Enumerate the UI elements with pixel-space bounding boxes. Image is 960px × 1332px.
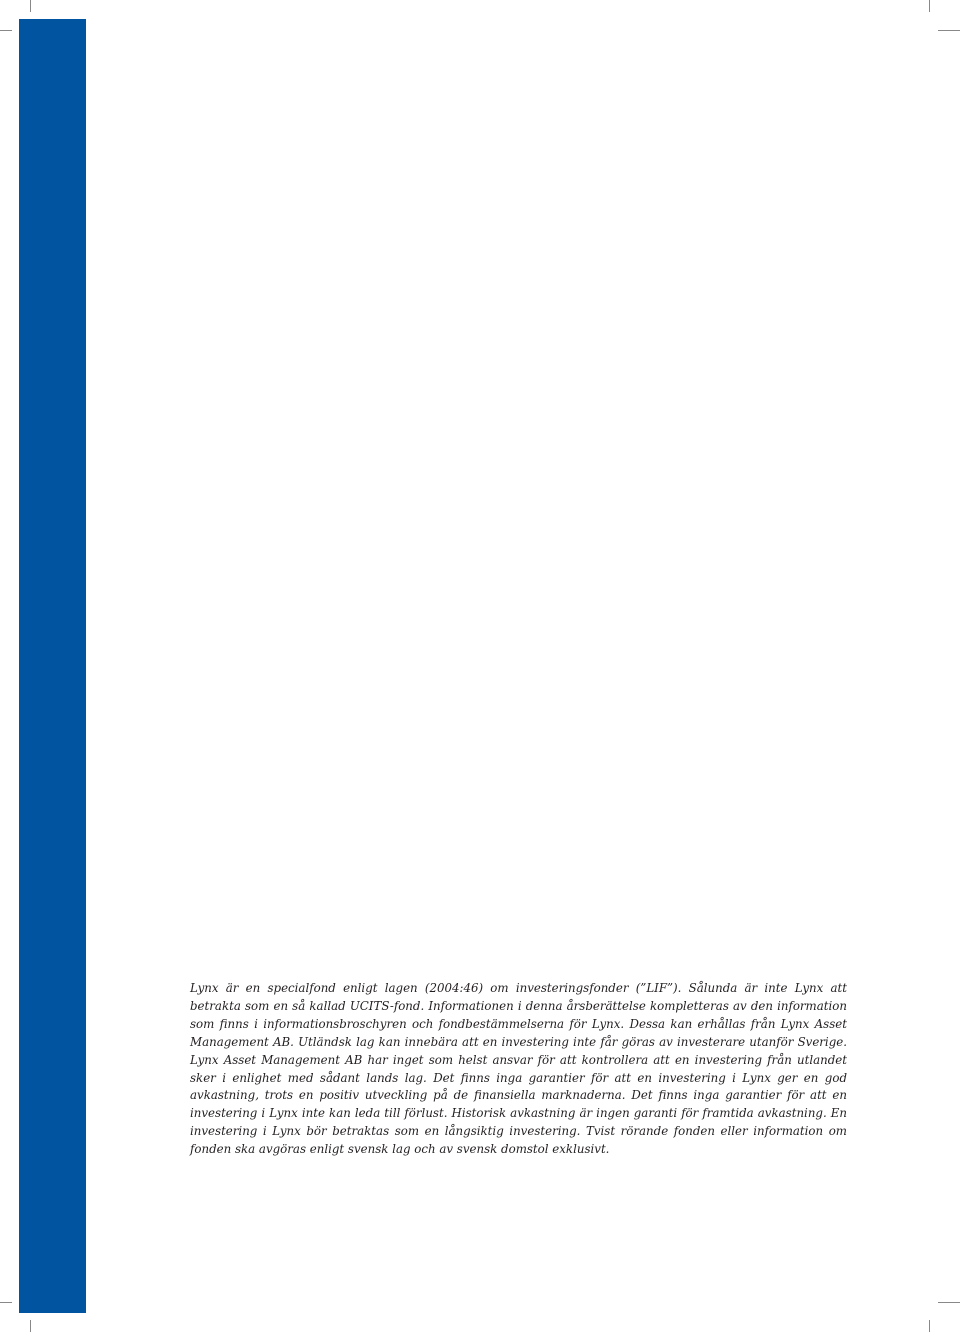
crop-mark-top-right-vertical (929, 0, 930, 12)
crop-mark-bottom-left-horizontal (0, 1302, 12, 1303)
crop-mark-bottom-right-vertical (929, 1320, 930, 1332)
crop-mark-top-left-horizontal (0, 30, 12, 31)
blue-side-band (19, 19, 86, 1313)
crop-mark-bottom-left-vertical (30, 1320, 31, 1332)
legal-disclaimer: Lynx är en specialfond enligt lagen (2004:46) om investeringsfonder (”LIF”). Sålunda är inte Lynx att betrakta som en så kallad UCITS-fond. Informationen i denna årsberättelse kompletteras av den information som finns i informationsbroschyren och fondbestämmelserna för Lynx. Dessa kan erhållas från Lynx Asset Management AB. Utländsk lag kan innebära att en investering inte får göras av investerare utanför Sverige. Lynx Asset Management AB har inget som helst ansvar för att kontrollera att en investering från utlandet sker i enlighet med sådant lands lag. Det finns inga garantier för att en investering i Lynx ger en god avkastning, trots en positiv utveckling på de finansiella marknaderna. Det finns inga garantier för att en investering i Lynx inte kan leda till förlust. Historisk avkastning är ingen garanti för framtida avkastning. En investering i Lynx bör betraktas som en långsiktig investering. Tvist rörande fonden eller information om fonden ska avgöras enligt svensk lag och av svensk domstol exklusivt. (190, 981, 847, 1157)
crop-mark-bottom-right-horizontal (938, 1302, 960, 1303)
crop-mark-top-right-horizontal (938, 30, 960, 31)
crop-mark-top-left-vertical (30, 0, 31, 12)
